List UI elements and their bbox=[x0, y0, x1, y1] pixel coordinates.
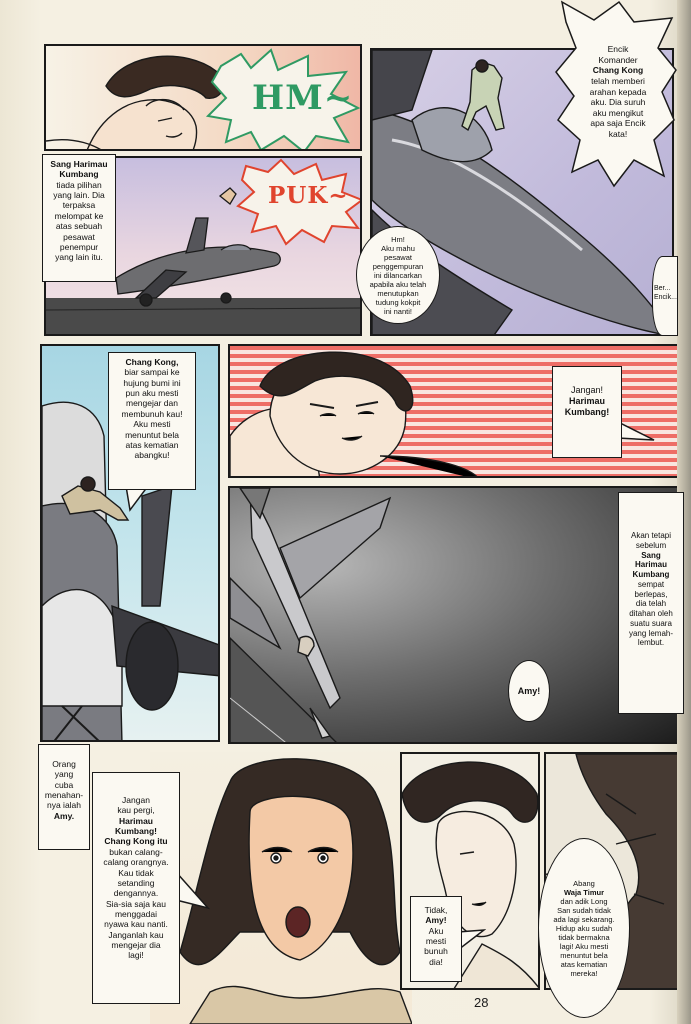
panel-3-bubble bbox=[356, 226, 440, 324]
caption-line: lagi! bbox=[128, 950, 144, 961]
caption-line: Harimau bbox=[568, 395, 605, 406]
caption-line: pesawat bbox=[63, 231, 95, 242]
caption-line: penempur bbox=[59, 241, 99, 252]
caption-line: ditahan oleh bbox=[629, 609, 673, 618]
panel-4-caption bbox=[108, 352, 196, 490]
sfx-hm: HM~ bbox=[252, 78, 354, 118]
panel-7-caption-small bbox=[38, 744, 90, 850]
bubble-line: Abang bbox=[573, 878, 595, 888]
bubble-line: menutupkan bbox=[377, 288, 419, 298]
caption-line: abangku! bbox=[134, 450, 170, 461]
caption-line: Chang Kong itu bbox=[104, 836, 168, 847]
bubble-line: Hm! bbox=[391, 234, 405, 244]
panel-2-caption bbox=[42, 154, 116, 282]
bubble-line: penggempuran bbox=[372, 261, 424, 271]
panel-5-caption bbox=[552, 366, 622, 458]
caption-line: mengejar dan bbox=[126, 398, 178, 409]
bubble-line: Aku mahu bbox=[381, 243, 415, 253]
caption-line: dia! bbox=[429, 956, 443, 967]
balloon-line: Chang Kong bbox=[592, 65, 644, 76]
balloon-line: telah memberi bbox=[591, 75, 645, 86]
balloon-line: arahan kepada bbox=[589, 86, 647, 97]
caption-line: lembut. bbox=[637, 638, 665, 648]
caption-line: Amy! bbox=[425, 915, 447, 926]
caption-line: yang lain itu. bbox=[55, 252, 103, 263]
bubble-line: Hidup aku sudah bbox=[555, 923, 613, 933]
bubble-line: ini nanti! bbox=[384, 306, 412, 316]
caption-line: biar sampai ke bbox=[124, 367, 180, 378]
caption-line: mesti bbox=[425, 936, 447, 947]
caption-line: calang orangnya. bbox=[103, 857, 169, 868]
caption-line: membunuh kau! bbox=[121, 408, 183, 419]
bubble-line: apabila aku telah bbox=[369, 279, 427, 289]
caption-line: Aku bbox=[428, 925, 444, 936]
caption-line: Kumbang bbox=[59, 169, 99, 180]
caption-line: sebelum bbox=[635, 540, 667, 550]
caption-line: tiada pilihan bbox=[56, 179, 102, 190]
caption-line: dengannya. bbox=[113, 888, 159, 899]
caption-line: atas kematian bbox=[125, 439, 179, 450]
panel-1 bbox=[44, 44, 362, 151]
caption-line: terpaksa bbox=[62, 200, 96, 211]
caption-line: kau pergi, bbox=[117, 805, 155, 816]
panel-6-bubble bbox=[508, 660, 550, 722]
page-number: 28 bbox=[474, 995, 489, 1010]
edge-fragment-text: Ber... Encik... bbox=[654, 285, 677, 301]
caption-line: Jangan! bbox=[570, 385, 604, 395]
panel-6-caption bbox=[618, 492, 684, 714]
caption-line: pun aku mesti bbox=[125, 388, 179, 399]
star-balloon-text bbox=[580, 44, 656, 140]
bubble-line: ini dilancarkan bbox=[374, 270, 422, 280]
bubble-line: ada lagi sekarang. bbox=[553, 914, 615, 924]
caption-line: Aku mesti bbox=[133, 419, 171, 430]
caption-line: Jangan bbox=[122, 795, 150, 805]
caption-line: Kumbang! bbox=[114, 826, 158, 837]
caption-line: Kau tidak bbox=[118, 867, 154, 878]
balloon-line: Komander bbox=[598, 54, 638, 65]
caption-line: Tidak, bbox=[424, 905, 448, 915]
caption-line: yang lemah- bbox=[628, 628, 674, 638]
caption-line: nyawa kau nanti. bbox=[104, 919, 168, 930]
caption-line: yang lain. Dia bbox=[53, 190, 105, 201]
caption-line: Chang Kong, bbox=[125, 357, 179, 367]
balloon-line: kata! bbox=[608, 129, 628, 139]
balloon-line: aku mengikut bbox=[592, 107, 644, 118]
panel-6 bbox=[228, 486, 680, 744]
bubble-line: San sudah tidak bbox=[557, 905, 611, 915]
caption-line: Amy. bbox=[53, 810, 75, 821]
panel-9-bubble bbox=[538, 838, 630, 1018]
edge-fragment-bubble bbox=[652, 256, 678, 336]
panel-8-caption bbox=[410, 896, 462, 982]
caption-line: bunuh bbox=[424, 946, 448, 957]
caption-line: hujung bumi ini bbox=[123, 377, 181, 388]
caption-line: menuntut bela bbox=[125, 429, 179, 440]
panel-6-art bbox=[230, 488, 680, 744]
bubble-line: pesawat bbox=[384, 252, 412, 262]
sfx-puk: PUK~ bbox=[268, 182, 349, 209]
bubble-line: tudung kokpit bbox=[375, 297, 421, 307]
caption-line: Orang bbox=[52, 759, 76, 769]
caption-line: sempat bbox=[637, 579, 665, 589]
bubble-line: Waja Timur bbox=[563, 887, 604, 897]
balloon-line: apa saja Encik bbox=[590, 118, 646, 129]
caption-line: Sang bbox=[641, 550, 661, 560]
caption-line: yang bbox=[54, 769, 74, 780]
bubble-line: menuntut bela bbox=[560, 950, 608, 960]
caption-line: Janganlah kau bbox=[108, 929, 164, 940]
caption-line: cuba bbox=[54, 779, 74, 790]
caption-line: menahan- bbox=[44, 790, 84, 801]
caption-line: Harimau bbox=[118, 815, 153, 826]
bubble-line: mereka! bbox=[570, 968, 598, 978]
bubble-line: lagi! Aku mesti bbox=[559, 941, 609, 951]
caption-line: Harimau bbox=[634, 560, 667, 570]
bubble-line: tidak bermakna bbox=[558, 932, 610, 942]
bubble-line: atas kematian bbox=[560, 959, 608, 969]
caption-line: Sia-sia saja kau bbox=[105, 898, 166, 909]
bubble-text: Amy! bbox=[517, 685, 541, 696]
caption-line: nya ialah bbox=[46, 800, 82, 811]
panel-5-caption-tail bbox=[616, 420, 656, 444]
caption-line: suatu suara bbox=[630, 618, 672, 628]
caption-line: Akan tetapi bbox=[630, 531, 672, 540]
caption-line: Kumbang! bbox=[564, 406, 610, 417]
bubble-line: dan adik Long bbox=[560, 896, 608, 906]
caption-line: bukan calang- bbox=[109, 846, 163, 857]
caption-line: Kumbang bbox=[632, 570, 670, 579]
balloon-line: Encik bbox=[607, 44, 629, 54]
caption-line: setanding bbox=[117, 877, 155, 888]
caption-line: Sang Harimau bbox=[50, 159, 108, 169]
caption-line: atas sebuah bbox=[55, 221, 103, 232]
caption-line: dia telah bbox=[635, 599, 667, 609]
caption-line: melompat ke bbox=[54, 210, 104, 221]
caption-line: menggadai bbox=[114, 908, 158, 919]
panel-7-caption bbox=[92, 772, 180, 1004]
caption-line: berlepas, bbox=[634, 589, 668, 599]
caption-line: mengejar dia bbox=[111, 940, 161, 951]
balloon-line: aku. Dia suruh bbox=[590, 97, 646, 108]
